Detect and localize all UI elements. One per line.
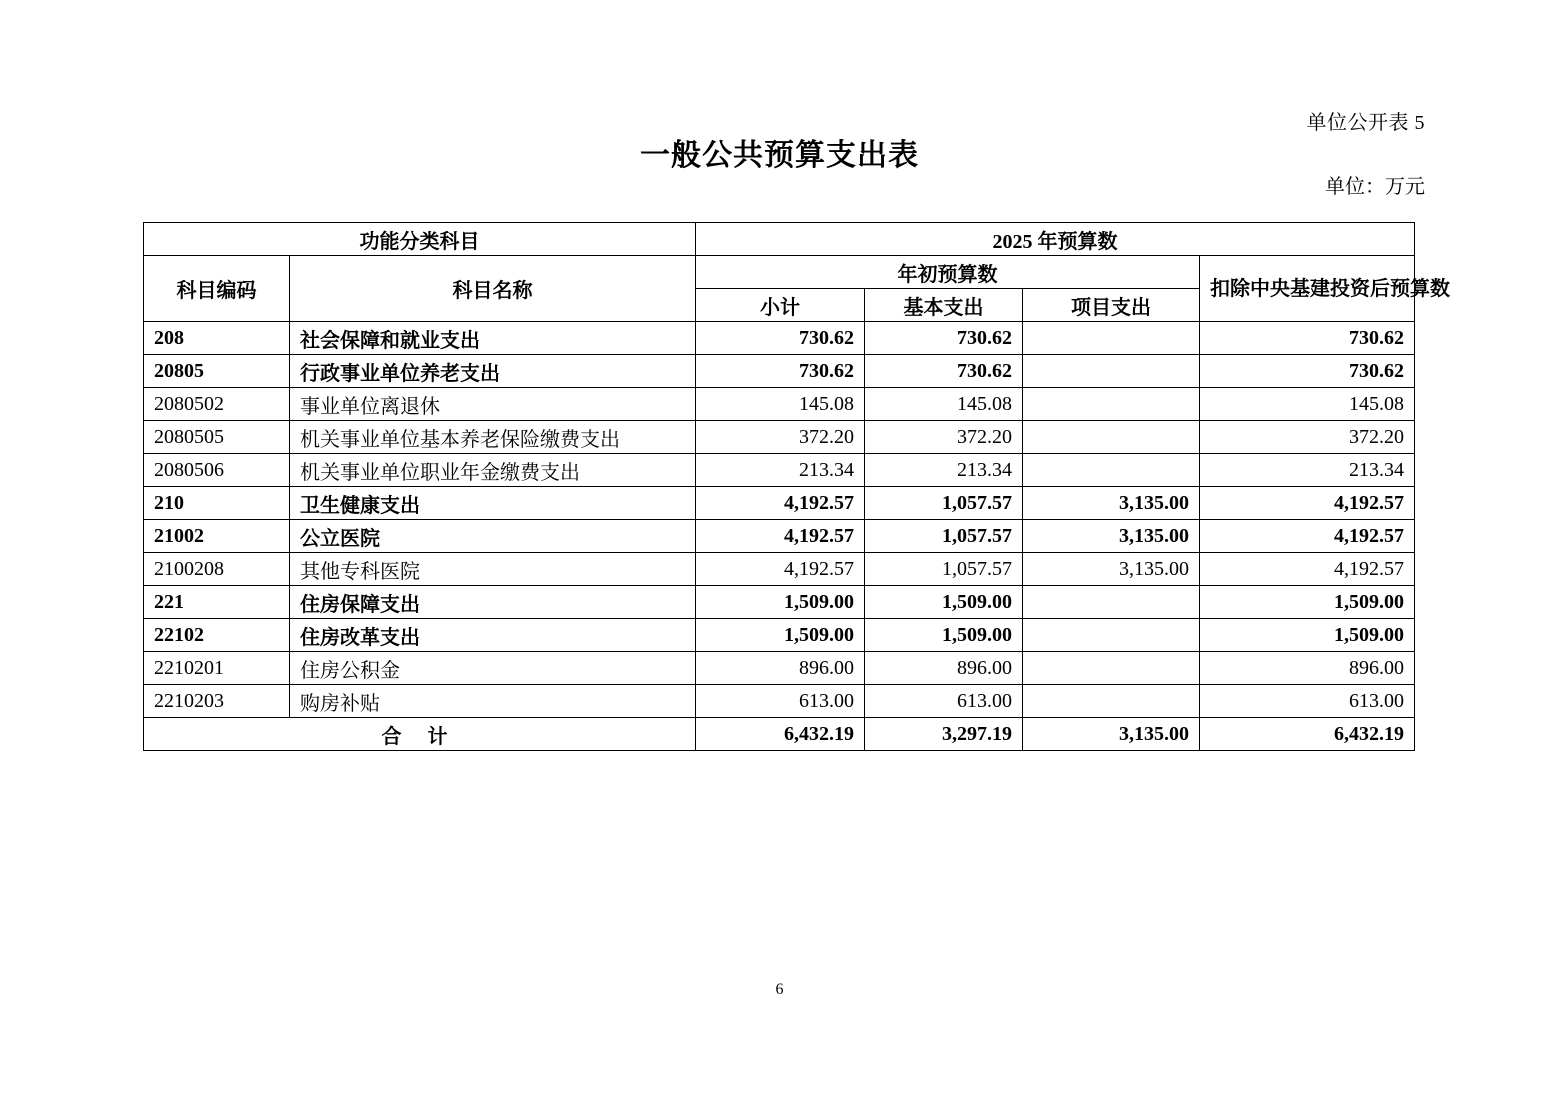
table-row [144,454,1415,487]
row-project [1023,619,1200,652]
row-name: 机关事业单位基本养老保险缴费支出 [290,421,696,454]
header-budget-year: 2025 年预算数 [696,223,1415,256]
table-row [144,553,1415,586]
row-after: 4,192.57 [1200,553,1415,586]
row-after: 1,509.00 [1200,619,1415,652]
row-basic: 896.00 [865,652,1023,685]
row-project [1023,652,1200,685]
row-code: 2080506 [144,454,290,487]
budget-table [143,222,1450,751]
row-project [1023,388,1200,421]
table-row [144,355,1415,388]
row-after: 4,192.57 [1200,487,1415,520]
row-project [1023,685,1200,718]
row-basic: 1,057.57 [865,487,1023,520]
header-basic: 基本支出 [865,289,1023,322]
row-project: 3,135.00 [1023,553,1200,586]
header-initial-budget: 年初预算数 [696,256,1200,289]
row-name: 机关事业单位职业年金缴费支出 [290,454,696,487]
table-row [144,685,1415,718]
row-project [1023,421,1200,454]
row-name: 购房补贴 [290,685,696,718]
row-subtotal: 1,509.00 [696,619,865,652]
table-row [144,520,1415,553]
row-project [1023,322,1200,355]
row-basic: 730.62 [865,355,1023,388]
row-after: 896.00 [1200,652,1415,685]
row-code: 2080502 [144,388,290,421]
row-code: 2080505 [144,421,290,454]
row-basic: 145.08 [865,388,1023,421]
row-after: 4,192.57 [1200,520,1415,553]
row-project [1023,454,1200,487]
row-project: 3,135.00 [1023,520,1200,553]
row-after: 613.00 [1200,685,1415,718]
row-basic: 1,509.00 [865,586,1023,619]
row-after: 213.34 [1200,454,1415,487]
row-code: 221 [144,586,290,619]
form-number: 单位公开表 5 [1306,112,1425,134]
row-code: 21002 [144,520,290,553]
row-after: 1,509.00 [1200,586,1415,619]
row-after: 730.62 [1200,322,1415,355]
row-code: 20805 [144,355,290,388]
total-after: 6,432.19 [1200,718,1415,751]
total-basic: 3,297.19 [865,718,1023,751]
row-project [1023,586,1200,619]
page-number: 6 [775,981,784,998]
row-subtotal: 4,192.57 [696,487,865,520]
row-basic: 1,057.57 [865,553,1023,586]
row-basic: 213.34 [865,454,1023,487]
row-subtotal: 213.34 [696,454,865,487]
row-name: 住房保障支出 [290,586,696,619]
row-basic: 1,057.57 [865,520,1023,553]
unit-label: 单位：万元 [1325,176,1425,198]
table-row [144,322,1415,355]
row-basic: 613.00 [865,685,1023,718]
row-subtotal: 145.08 [696,388,865,421]
header-functional-category: 功能分类科目 [144,223,696,256]
row-name: 公立医院 [290,520,696,553]
total-project: 3,135.00 [1023,718,1200,751]
row-name: 其他专科医院 [290,553,696,586]
row-subtotal: 4,192.57 [696,520,865,553]
row-subtotal: 896.00 [696,652,865,685]
row-name: 行政事业单位养老支出 [290,355,696,388]
row-subtotal: 4,192.57 [696,553,865,586]
row-code: 210 [144,487,290,520]
row-code: 2210201 [144,652,290,685]
row-code: 208 [144,322,290,355]
row-name: 卫生健康支出 [290,487,696,520]
row-after: 730.62 [1200,355,1415,388]
table-row [144,421,1415,454]
row-after: 145.08 [1200,388,1415,421]
table-row [144,487,1415,520]
total-row [144,718,1415,751]
row-name: 事业单位离退休 [290,388,696,421]
total-label: 合计 [144,718,696,751]
row-code: 2210203 [144,685,290,718]
row-code: 22102 [144,619,290,652]
row-basic: 1,509.00 [865,619,1023,652]
header-project: 项目支出 [1023,289,1200,322]
row-subtotal: 730.62 [696,322,865,355]
row-name: 住房公积金 [290,652,696,685]
total-subtotal: 6,432.19 [696,718,865,751]
header-name: 科目名称 [290,256,696,322]
row-project: 3,135.00 [1023,487,1200,520]
table-row [144,652,1415,685]
row-subtotal: 613.00 [696,685,865,718]
row-name: 住房改革支出 [290,619,696,652]
table-row [144,586,1415,619]
row-subtotal: 730.62 [696,355,865,388]
row-name: 社会保障和就业支出 [290,322,696,355]
table-row [144,388,1415,421]
table-row [144,619,1415,652]
row-project [1023,355,1200,388]
header-subtotal: 小计 [696,289,865,322]
row-subtotal: 1,509.00 [696,586,865,619]
row-code: 2100208 [144,553,290,586]
row-after: 372.20 [1200,421,1415,454]
row-subtotal: 372.20 [696,421,865,454]
header-code: 科目编码 [144,256,290,322]
page-title: 一般公共预算支出表 [640,139,919,172]
header-after-deduction: 扣除中央基建投资后预算数 [1200,256,1415,322]
row-basic: 372.20 [865,421,1023,454]
row-basic: 730.62 [865,322,1023,355]
